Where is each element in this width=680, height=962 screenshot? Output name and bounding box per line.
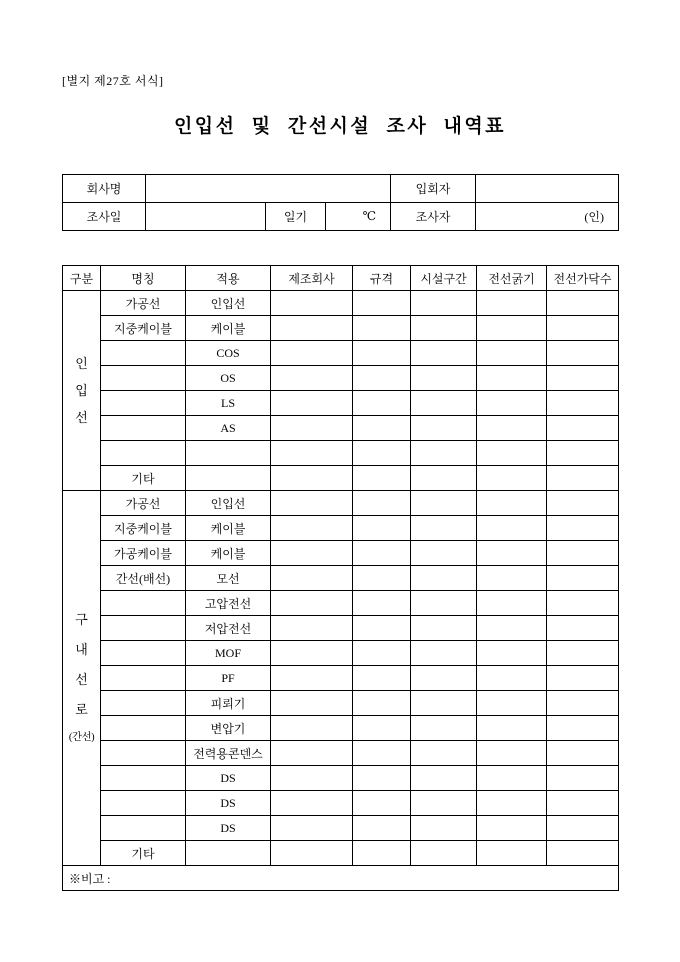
note-row xyxy=(63,866,619,891)
install-section-cell xyxy=(411,791,477,816)
apply-cell xyxy=(186,841,271,866)
apply-cell: COS xyxy=(186,341,271,366)
install-section-cell xyxy=(411,491,477,516)
install-section-cell xyxy=(411,841,477,866)
wire-strand-count-cell xyxy=(547,366,619,391)
name-cell xyxy=(101,716,186,741)
manufacturer-cell xyxy=(271,291,353,316)
name-cell xyxy=(101,666,186,691)
table-row xyxy=(63,416,619,441)
apply-cell: 피뢰기 xyxy=(186,691,271,716)
install-section-cell xyxy=(411,741,477,766)
table-row xyxy=(63,666,619,691)
table-row xyxy=(63,466,619,491)
celsius-unit: ℃ xyxy=(362,209,377,223)
wire-thickness-cell xyxy=(477,416,547,441)
spec-cell xyxy=(353,316,411,341)
install-section-cell xyxy=(411,341,477,366)
apply-cell: DS xyxy=(186,816,271,841)
install-section-cell xyxy=(411,441,477,466)
wire-strand-count-cell xyxy=(547,716,619,741)
wire-thickness-cell xyxy=(477,466,547,491)
install-section-cell xyxy=(411,816,477,841)
header-category: 구분 xyxy=(63,266,101,291)
table-row xyxy=(63,316,619,341)
name-cell xyxy=(101,816,186,841)
apply-cell: 고압전선 xyxy=(186,591,271,616)
wire-thickness-cell xyxy=(477,391,547,416)
apply-cell: 인입선 xyxy=(186,291,271,316)
name-cell xyxy=(101,741,186,766)
weather-label: 일기 xyxy=(266,203,326,231)
name-cell xyxy=(101,791,186,816)
wire-thickness-cell xyxy=(477,616,547,641)
group-char: 인 xyxy=(75,356,88,371)
manufacturer-cell xyxy=(271,441,353,466)
install-section-cell xyxy=(411,316,477,341)
install-section-cell xyxy=(411,616,477,641)
spec-cell xyxy=(353,716,411,741)
wire-thickness-cell xyxy=(477,816,547,841)
wire-strand-count-cell xyxy=(547,841,619,866)
name-cell xyxy=(101,616,186,641)
spec-cell xyxy=(353,541,411,566)
survey-table xyxy=(62,265,619,891)
wire-thickness-cell xyxy=(477,291,547,316)
name-cell xyxy=(101,341,186,366)
header-wire-strand-count: 전선가닥수 xyxy=(547,266,619,291)
spec-cell xyxy=(353,441,411,466)
group-char: 로 xyxy=(75,701,88,717)
witness-label: 입회자 xyxy=(391,175,476,203)
wire-strand-count-cell xyxy=(547,616,619,641)
manufacturer-cell xyxy=(271,666,353,691)
table-row xyxy=(63,291,619,316)
group-char: 입 xyxy=(75,383,88,398)
spec-cell xyxy=(353,766,411,791)
surveyor-seal-value: (인) xyxy=(476,203,619,231)
name-cell: 가공선 xyxy=(101,491,186,516)
spec-cell xyxy=(353,591,411,616)
wire-thickness-cell xyxy=(477,566,547,591)
apply-cell: 케이블 xyxy=(186,316,271,341)
wire-strand-count-cell xyxy=(547,641,619,666)
table-row xyxy=(63,816,619,841)
install-section-cell xyxy=(411,466,477,491)
table-row xyxy=(63,741,619,766)
apply-cell: 전력용콘덴스 xyxy=(186,741,271,766)
name-cell xyxy=(101,366,186,391)
wire-strand-count-cell xyxy=(547,691,619,716)
wire-strand-count-cell xyxy=(547,466,619,491)
install-section-cell xyxy=(411,416,477,441)
name-cell: 가공선 xyxy=(101,291,186,316)
wire-thickness-cell xyxy=(477,516,547,541)
wire-thickness-cell xyxy=(477,766,547,791)
witness-value xyxy=(476,175,619,203)
table-row xyxy=(63,366,619,391)
manufacturer-cell xyxy=(271,366,353,391)
wire-strand-count-cell xyxy=(547,816,619,841)
spec-cell xyxy=(353,366,411,391)
wire-strand-count-cell xyxy=(547,416,619,441)
wire-strand-count-cell xyxy=(547,741,619,766)
apply-cell: 인입선 xyxy=(186,491,271,516)
name-cell: 지중케이블 xyxy=(101,316,186,341)
wire-thickness-cell xyxy=(477,366,547,391)
table-row xyxy=(63,791,619,816)
wire-thickness-cell xyxy=(477,841,547,866)
spec-cell xyxy=(353,841,411,866)
spec-cell xyxy=(353,616,411,641)
header-name: 명칭 xyxy=(101,266,186,291)
wire-thickness-cell xyxy=(477,591,547,616)
spec-cell xyxy=(353,741,411,766)
table-row xyxy=(63,691,619,716)
wire-strand-count-cell xyxy=(547,516,619,541)
name-cell xyxy=(101,591,186,616)
install-section-cell xyxy=(411,391,477,416)
info-row-company xyxy=(63,175,619,203)
name-cell: 간선(배선) xyxy=(101,566,186,591)
table-row xyxy=(63,841,619,866)
manufacturer-cell xyxy=(271,716,353,741)
spec-cell xyxy=(353,291,411,316)
manufacturer-cell xyxy=(271,516,353,541)
spec-cell xyxy=(353,816,411,841)
group-cell-inlet-line xyxy=(63,291,101,491)
wire-strand-count-cell xyxy=(547,441,619,466)
spec-cell xyxy=(353,666,411,691)
table-row xyxy=(63,516,619,541)
manufacturer-cell xyxy=(271,691,353,716)
wire-strand-count-cell xyxy=(547,566,619,591)
manufacturer-cell xyxy=(271,541,353,566)
header-wire-thickness: 전선굵기 xyxy=(477,266,547,291)
install-section-cell xyxy=(411,641,477,666)
install-section-cell xyxy=(411,516,477,541)
apply-cell: MOF xyxy=(186,641,271,666)
wire-thickness-cell xyxy=(477,441,547,466)
header-application: 적용 xyxy=(186,266,271,291)
manufacturer-cell xyxy=(271,491,353,516)
header-manufacturer: 제조회사 xyxy=(271,266,353,291)
install-section-cell xyxy=(411,366,477,391)
table-row xyxy=(63,591,619,616)
manufacturer-cell xyxy=(271,641,353,666)
wire-strand-count-cell xyxy=(547,316,619,341)
company-name-value xyxy=(146,175,391,203)
manufacturer-cell xyxy=(271,466,353,491)
table-row xyxy=(63,716,619,741)
surveyor-label: 조사자 xyxy=(391,203,476,231)
wire-thickness-cell xyxy=(477,741,547,766)
manufacturer-cell xyxy=(271,741,353,766)
table-row xyxy=(63,616,619,641)
wire-thickness-cell xyxy=(477,666,547,691)
group-char: 구 xyxy=(75,611,88,627)
manufacturer-cell xyxy=(271,616,353,641)
group-cell-premises-line xyxy=(63,491,101,866)
wire-thickness-cell xyxy=(477,316,547,341)
name-cell xyxy=(101,441,186,466)
name-cell: 지중케이블 xyxy=(101,516,186,541)
company-name-label: 회사명 xyxy=(63,175,146,203)
table-row xyxy=(63,341,619,366)
info-table xyxy=(62,174,619,231)
apply-cell xyxy=(186,441,271,466)
manufacturer-cell xyxy=(271,341,353,366)
group-char: 선 xyxy=(75,671,88,687)
wire-strand-count-cell xyxy=(547,766,619,791)
manufacturer-cell xyxy=(271,591,353,616)
table-row xyxy=(63,766,619,791)
wire-strand-count-cell xyxy=(547,541,619,566)
wire-strand-count-cell xyxy=(547,291,619,316)
header-install-section: 시설구간 xyxy=(411,266,477,291)
install-section-cell xyxy=(411,766,477,791)
apply-cell: 케이블 xyxy=(186,541,271,566)
survey-table-body xyxy=(63,291,619,866)
wire-thickness-cell xyxy=(477,716,547,741)
spec-cell xyxy=(353,466,411,491)
apply-cell: 변압기 xyxy=(186,716,271,741)
apply-cell: 모선 xyxy=(186,566,271,591)
name-cell xyxy=(101,691,186,716)
install-section-cell xyxy=(411,566,477,591)
spec-cell xyxy=(353,391,411,416)
apply-cell: DS xyxy=(186,766,271,791)
name-cell xyxy=(101,416,186,441)
wire-strand-count-cell xyxy=(547,791,619,816)
apply-cell xyxy=(186,466,271,491)
spec-cell xyxy=(353,516,411,541)
header-spec: 규격 xyxy=(353,266,411,291)
install-section-cell xyxy=(411,591,477,616)
table-row xyxy=(63,491,619,516)
header-row xyxy=(63,266,619,291)
wire-strand-count-cell xyxy=(547,391,619,416)
group-char: 내 xyxy=(75,641,88,657)
name-cell: 가공케이블 xyxy=(101,541,186,566)
spec-cell xyxy=(353,491,411,516)
install-section-cell xyxy=(411,291,477,316)
spec-cell xyxy=(353,416,411,441)
apply-cell: AS xyxy=(186,416,271,441)
manufacturer-cell xyxy=(271,566,353,591)
wire-thickness-cell xyxy=(477,541,547,566)
manufacturer-cell xyxy=(271,316,353,341)
manufacturer-cell xyxy=(271,766,353,791)
spec-cell xyxy=(353,641,411,666)
manufacturer-cell xyxy=(271,391,353,416)
apply-cell: LS xyxy=(186,391,271,416)
manufacturer-cell xyxy=(271,841,353,866)
wire-strand-count-cell xyxy=(547,591,619,616)
spec-cell xyxy=(353,341,411,366)
wire-thickness-cell xyxy=(477,791,547,816)
install-section-cell xyxy=(411,666,477,691)
wire-thickness-cell xyxy=(477,491,547,516)
wire-strand-count-cell xyxy=(547,341,619,366)
info-row-survey xyxy=(63,203,619,231)
install-section-cell xyxy=(411,541,477,566)
wire-strand-count-cell xyxy=(547,666,619,691)
page-title: 인입선 및 간선시설 조사 내역표 xyxy=(173,116,507,137)
name-cell xyxy=(101,766,186,791)
apply-cell: 케이블 xyxy=(186,516,271,541)
spec-cell xyxy=(353,566,411,591)
survey-date-value xyxy=(146,203,266,231)
wire-thickness-cell xyxy=(477,341,547,366)
manufacturer-cell xyxy=(271,416,353,441)
group-char: (간선) xyxy=(68,731,95,743)
apply-cell: 저압전선 xyxy=(186,616,271,641)
manufacturer-cell xyxy=(271,816,353,841)
wire-strand-count-cell xyxy=(547,491,619,516)
name-cell: 기타 xyxy=(101,841,186,866)
name-cell xyxy=(101,641,186,666)
group-char: 선 xyxy=(75,410,88,425)
table-row xyxy=(63,441,619,466)
table-row xyxy=(63,391,619,416)
weather-value-cell xyxy=(326,203,391,231)
table-row xyxy=(63,566,619,591)
spec-cell xyxy=(353,691,411,716)
manufacturer-cell xyxy=(271,791,353,816)
table-row xyxy=(63,641,619,666)
note-cell: ※비고 : xyxy=(63,866,619,891)
survey-date-label: 조사일 xyxy=(63,203,146,231)
name-cell xyxy=(101,391,186,416)
apply-cell: DS xyxy=(186,791,271,816)
form-number-label: [별지 제27호 서식] xyxy=(62,74,164,88)
wire-thickness-cell xyxy=(477,641,547,666)
apply-cell: OS xyxy=(186,366,271,391)
install-section-cell xyxy=(411,691,477,716)
spec-cell xyxy=(353,791,411,816)
name-cell: 기타 xyxy=(101,466,186,491)
table-row xyxy=(63,541,619,566)
install-section-cell xyxy=(411,716,477,741)
wire-thickness-cell xyxy=(477,691,547,716)
apply-cell: PF xyxy=(186,666,271,691)
